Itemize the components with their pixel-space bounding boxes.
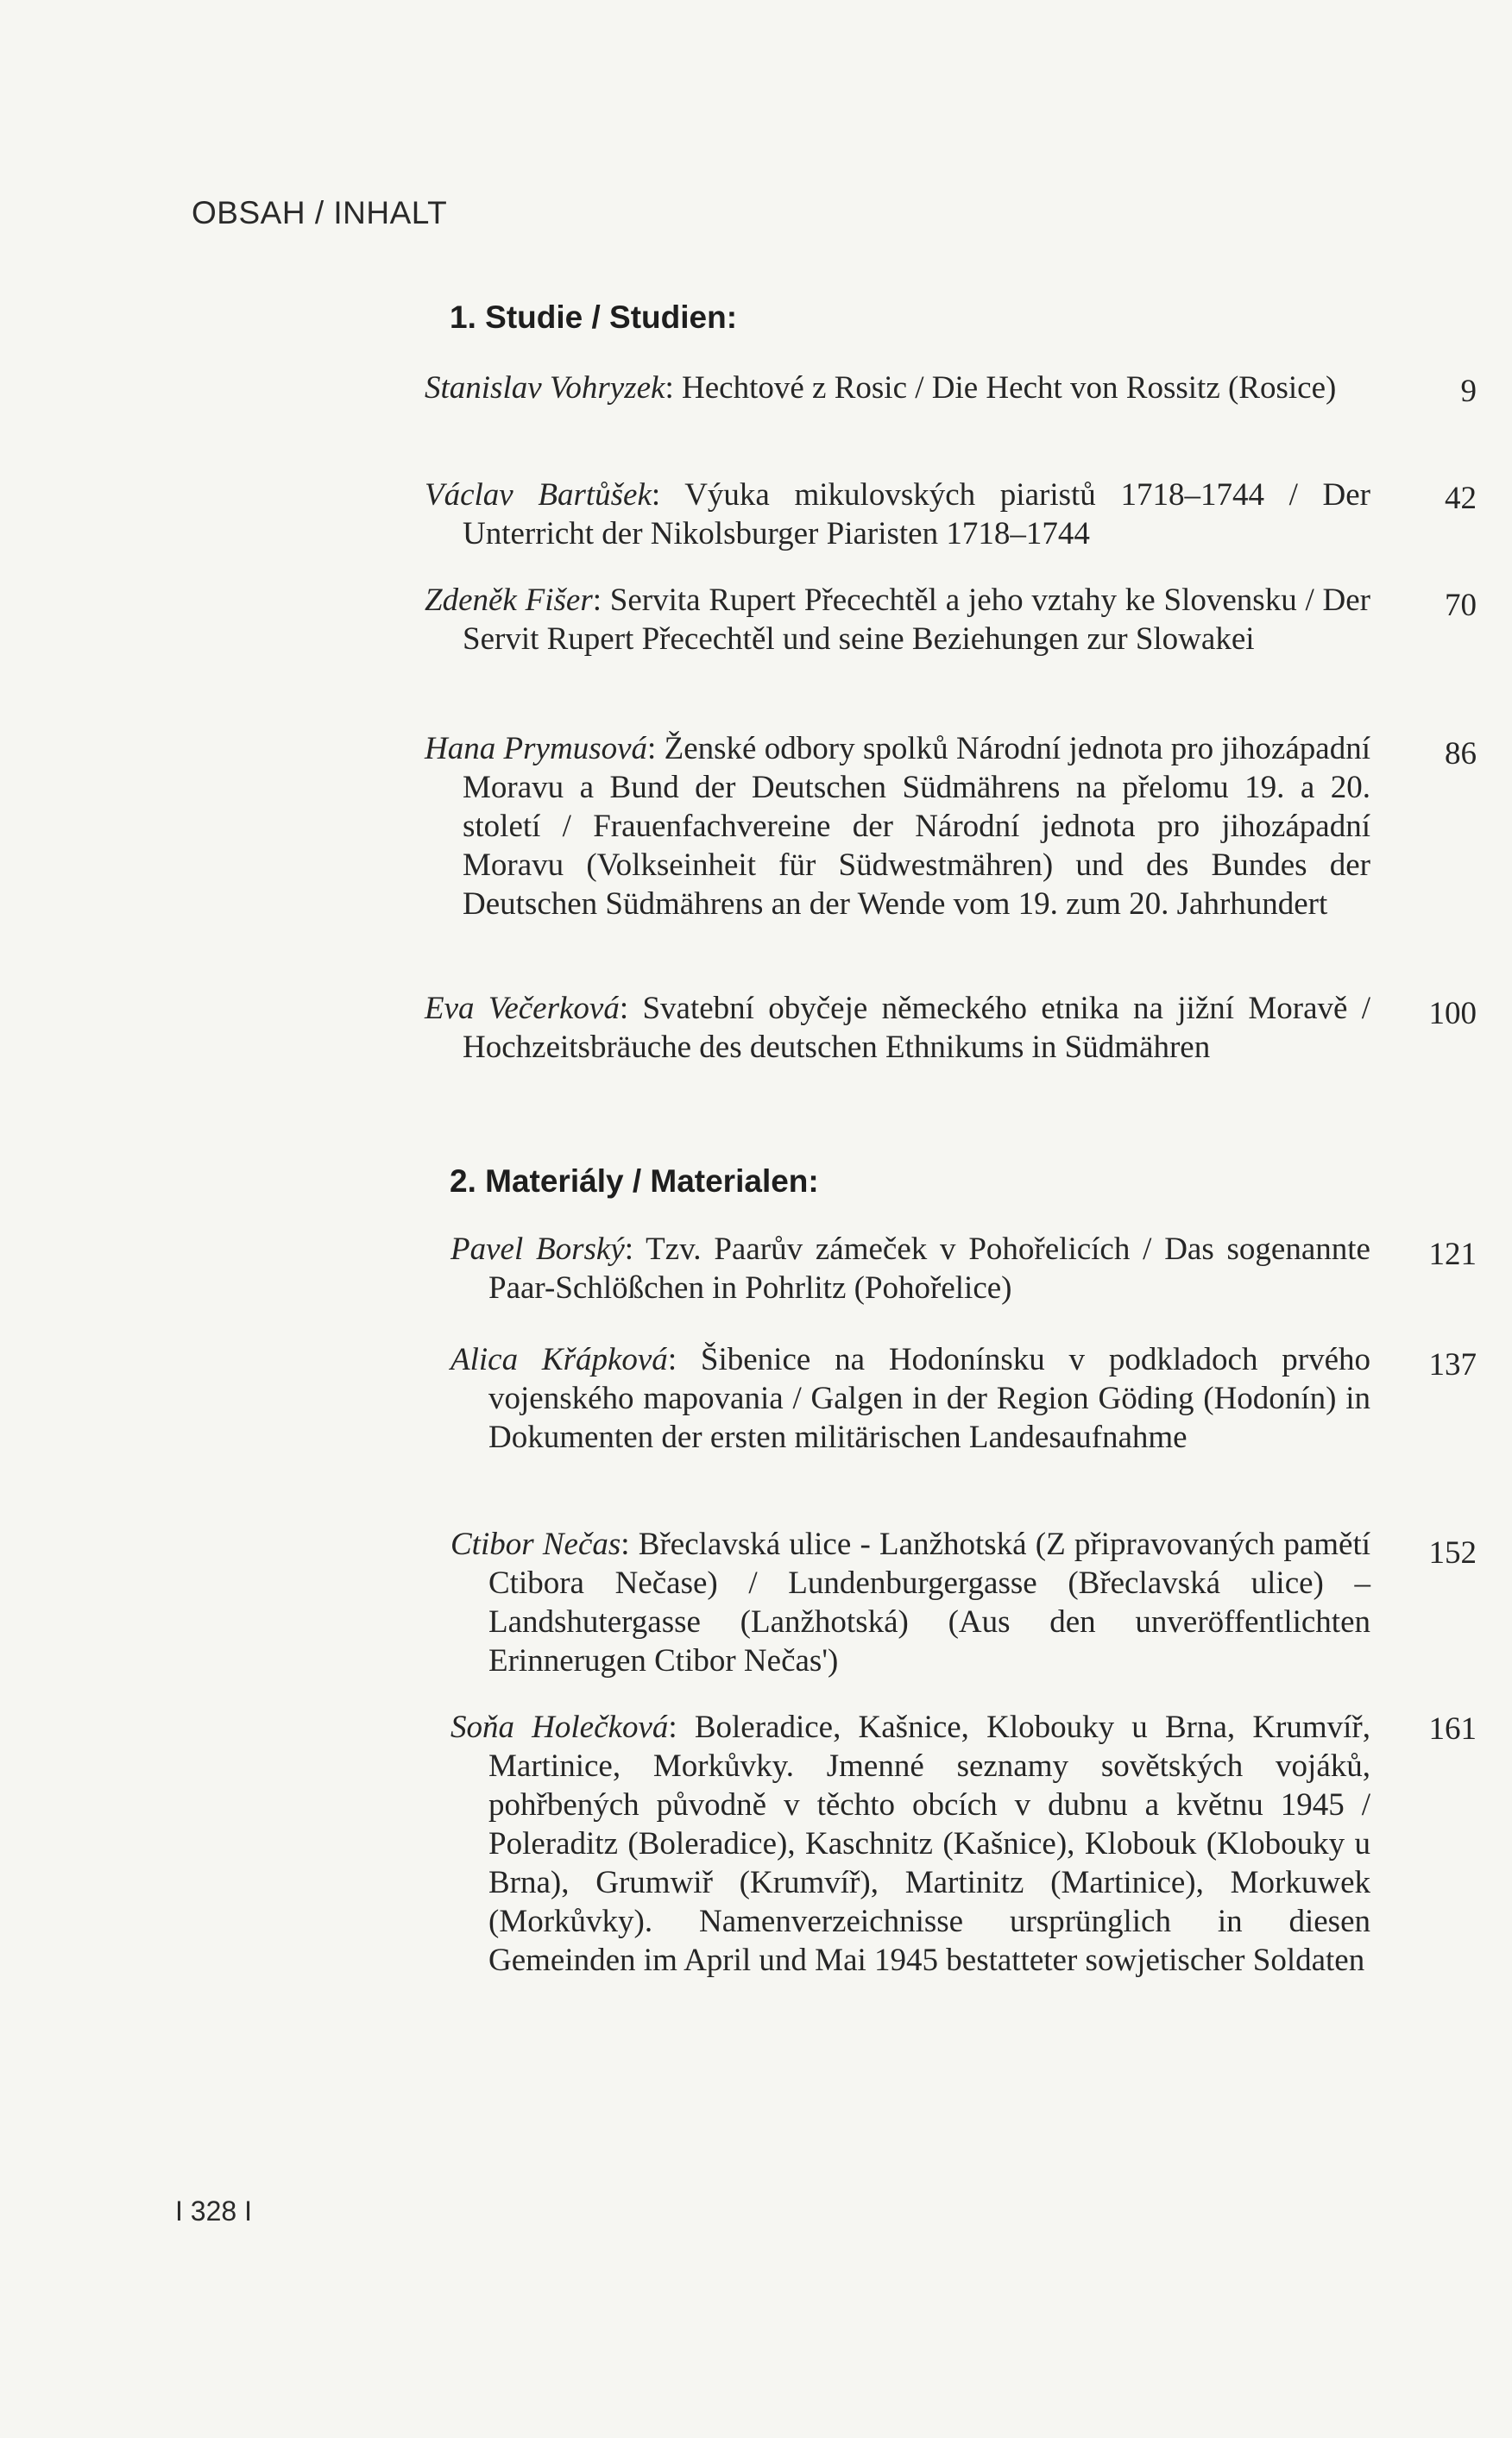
entry-page-number: 161 [1428, 1711, 1477, 1747]
section-heading-studies: 1. Studie / Studien: [450, 299, 738, 335]
entry-page-number: 100 [1428, 996, 1477, 1031]
entry-page-number: 86 [1445, 736, 1477, 772]
entry-title: Boleradice, Kašnice, Klobouky u Brna, Krumvíř, Martinice, Morkůvky. Jmenné seznamy sovětských vojáků, pohřbených původně v těchto obcích v dubnu a květnu 1945 / Poleraditz (Boleradice), Kaschnitz (Kašnice), Klobouk (Klobouky u Brna), Grumwiř (Krumvíř), Martinitz (Martinice), Morkuwek (Morkůvky). Namenverzeichnisse ursprünglich in diesen Gemeinden im April und Mai 1945 bestatteter sowjetischer Soldaten [488, 1710, 1370, 1978]
entry-title: Hechtové z Rosic / Die Hecht von Rossitz (Rosice) [682, 370, 1337, 406]
footer-page-number: I 328 I [175, 2195, 252, 2227]
entry-page-number: 70 [1445, 588, 1477, 623]
entry-title: Břeclavská ulice - Lanžhotská (Z připravovaných pamětí Ctibora Nečase) / Lundenburgergasse (Břeclavská ulice) – Landshutergasse (Lanžhotská) (Aus den unveröffentlichten Erinnerugen Ctibor Nečas') [488, 1527, 1371, 1679]
entry-author: Alica Křápková [450, 1342, 668, 1377]
entry-page-number: 121 [1428, 1237, 1477, 1272]
page-title: OBSAH / INHALT [192, 195, 448, 230]
entry-page-number: 9 [1460, 374, 1477, 409]
entry-title: Ženské odbory spolků Národní jednota pro jihozápadní Moravu a Bund der Deutschen Südmährens na přelomu 19. a 20. století / Frauenfachvereine der Národní jednota pro jihozápadní Moravu (Volkseinheit für Südwestmähren) und des Bundes der Deutschen Südmährens an der Wende vom 19. zum 20. Jahrhundert [463, 731, 1371, 922]
entry-page-number: 137 [1428, 1347, 1477, 1383]
entry-page-number: 152 [1428, 1535, 1477, 1571]
entry-author: Ctibor Nečas [450, 1527, 621, 1562]
entry-title: Servita Rupert Přecechtěl a jeho vztahy ke Slovensku / Der Servit Rupert Přecechtěl und seine Beziehungen zur Slowakei [463, 583, 1370, 657]
entry-author: Hana Prymusová [425, 731, 648, 766]
entry-author: Stanislav Vohryzek [425, 370, 665, 406]
entry-author: Václav Bartůšek [425, 477, 652, 513]
entry-title: Tzv. Paarův zámeček v Pohořelicích / Das sogenannte Paar-Schlößchen in Pohrlitz (Pohořelice) [488, 1232, 1370, 1306]
entry-author: Zdeněk Fišer [425, 583, 593, 618]
entry-title: Svatební obyčeje německého etnika na jižní Moravě / Hochzeitsbräuche des deutschen Ethnikums in Südmähren [463, 991, 1370, 1065]
entry-title: Šibenice na Hodonínsku v podkladoch prvého vojenského mapovania / Galgen in der Region Göding (Hodonín) in Dokumenten der ersten militärischen Landesaufnahme [488, 1342, 1371, 1455]
entry-page-number: 42 [1445, 481, 1477, 516]
entry-author: Eva Večerková [425, 991, 620, 1026]
entry-author: Pavel Borský [450, 1232, 625, 1267]
section-heading-materials: 2. Materiály / Materialen: [450, 1163, 819, 1199]
entry-title: Výuka mikulovských piaristů 1718–1744 / Der Unterricht der Nikolsburger Piaristen 1718–1744 [463, 477, 1370, 551]
entry-author: Soňa Holečková [450, 1710, 669, 1745]
